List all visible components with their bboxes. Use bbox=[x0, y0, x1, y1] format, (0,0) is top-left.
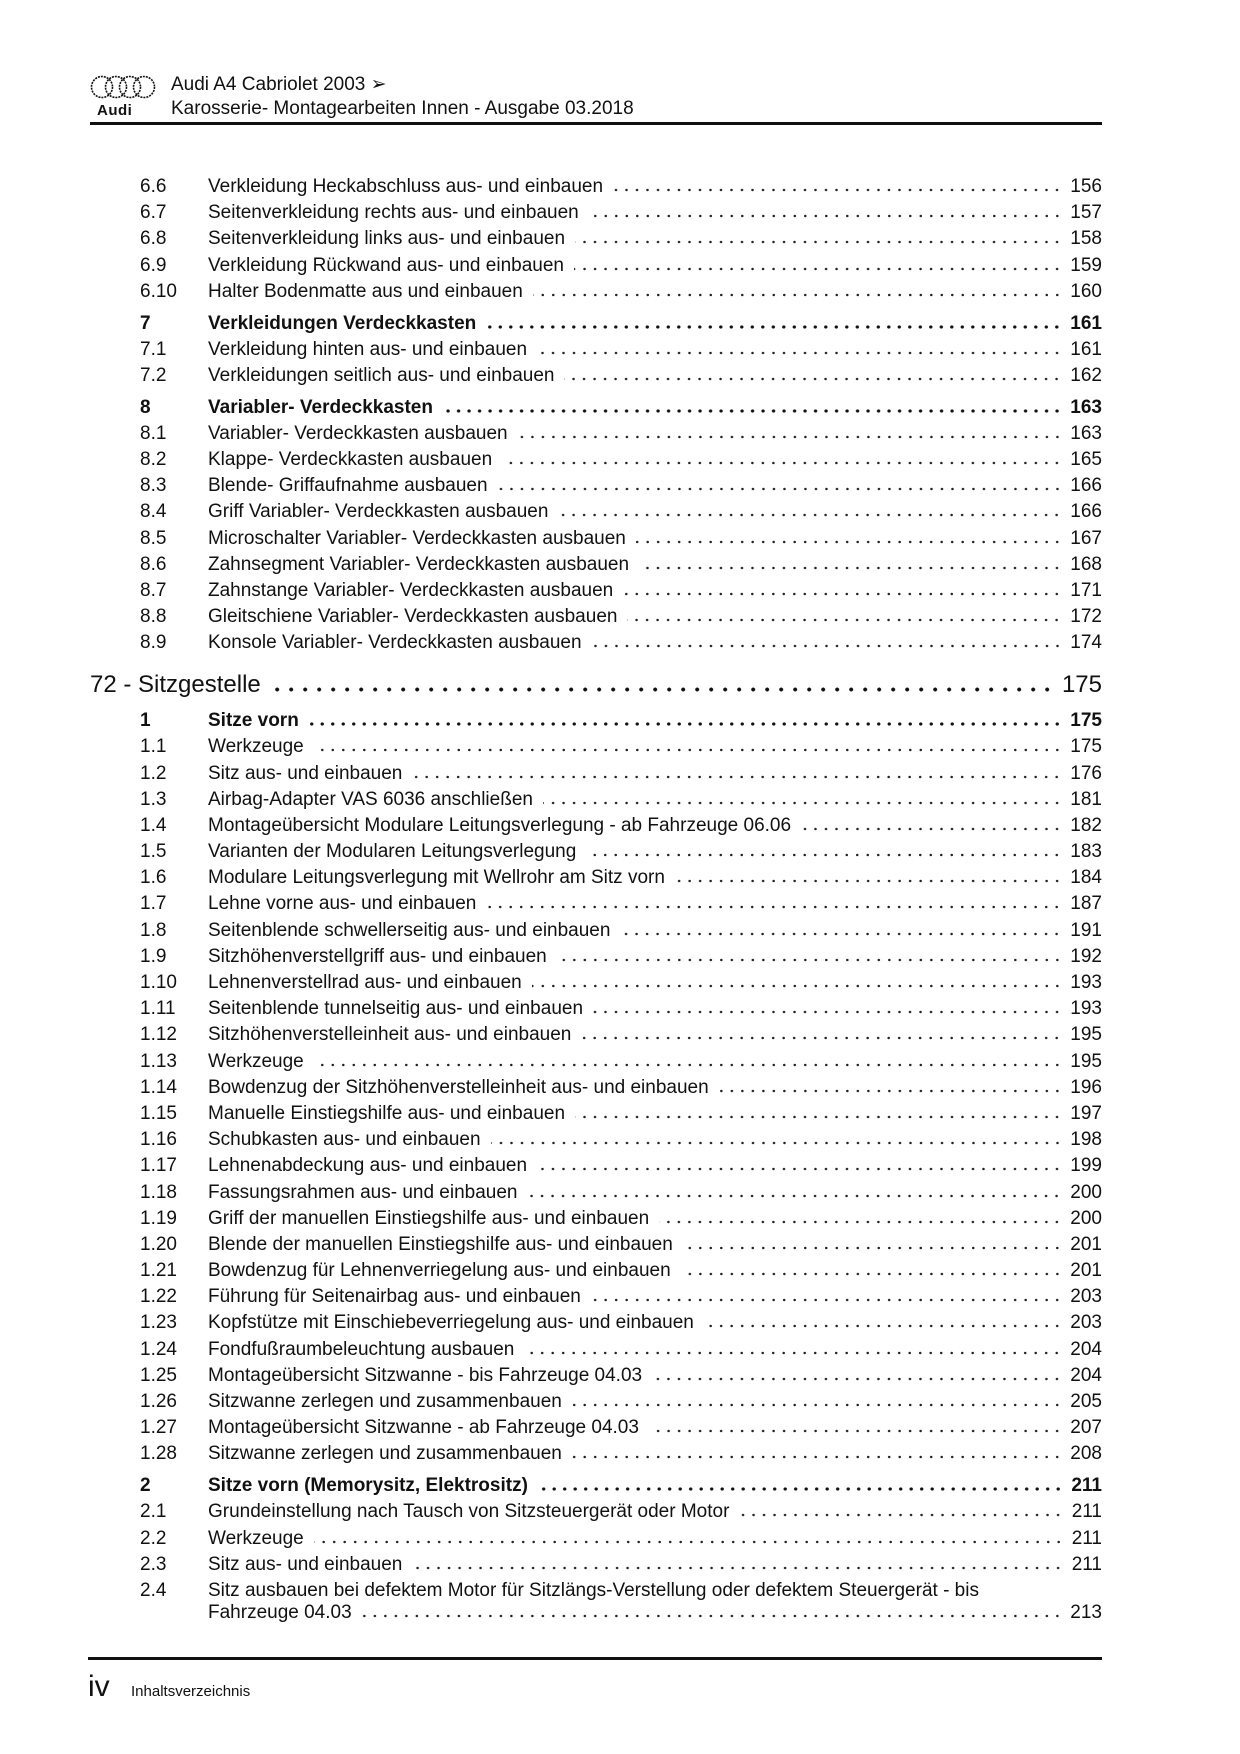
dot-leader bbox=[537, 351, 1062, 355]
dot-leader bbox=[543, 801, 1062, 805]
dot-leader bbox=[627, 618, 1062, 622]
toc-entry-number: 1.27 bbox=[140, 1417, 177, 1439]
dot-leader bbox=[412, 1566, 1063, 1570]
toc-entry-number: 1.21 bbox=[140, 1260, 177, 1282]
toc-entry-number: 1.5 bbox=[140, 841, 167, 863]
toc-entry-number: 2.2 bbox=[140, 1527, 167, 1549]
toc-entry-number: 2 bbox=[140, 1475, 151, 1497]
dot-leader bbox=[527, 1194, 1062, 1198]
toc-entry-page: 193 bbox=[1070, 998, 1102, 1020]
toc-entry-number: 1.4 bbox=[140, 814, 167, 836]
toc-entry-title: Variabler- Verdeckkasten bbox=[208, 396, 433, 418]
toc-entry-number: 1.11 bbox=[140, 998, 176, 1020]
toc-entry-page: 162 bbox=[1070, 364, 1102, 386]
dot-leader bbox=[518, 435, 1063, 439]
toc-entry-title: Werkzeuge bbox=[208, 1050, 304, 1072]
toc-chapter[interactable] bbox=[90, 710, 1102, 736]
toc-entry[interactable] bbox=[90, 867, 1102, 893]
dot-leader bbox=[593, 1010, 1062, 1014]
dot-leader bbox=[659, 1220, 1062, 1224]
toc-entry-page: 163 bbox=[1070, 396, 1102, 418]
toc-entry-title: Halter Bodenmatte aus und einbauen bbox=[208, 280, 523, 302]
toc-entry-title: Lehnenverstellrad aus- und einbauen bbox=[208, 972, 522, 994]
footer-divider bbox=[88, 1657, 1102, 1660]
toc-entry-title: Sitzwanne zerlegen und zusammenbauen bbox=[208, 1391, 562, 1413]
toc-entry-number: 6.8 bbox=[140, 228, 167, 250]
toc-entry[interactable] bbox=[90, 1339, 1102, 1365]
toc-entry-number: 8.8 bbox=[140, 606, 167, 628]
toc-section-heading[interactable] bbox=[90, 671, 1102, 705]
document-subtitle: Karosserie- Montagearbeiten Innen - Ausgabe 03.2018 bbox=[171, 98, 634, 119]
dot-leader bbox=[564, 377, 1062, 381]
toc-entry[interactable] bbox=[90, 365, 1102, 391]
dot-leader bbox=[574, 267, 1062, 271]
toc-entry-number: 6.6 bbox=[140, 176, 167, 197]
toc-entry-number: 8.1 bbox=[140, 422, 167, 444]
toc-entry[interactable] bbox=[90, 528, 1102, 554]
toc-entry[interactable] bbox=[90, 920, 1102, 946]
toc-entry-title: Montageübersicht Sitzwanne - bis Fahrzeuge 04.03 bbox=[208, 1364, 643, 1386]
toc-entry-title: Werkzeuge bbox=[208, 1527, 304, 1549]
toc-entry[interactable] bbox=[90, 449, 1102, 475]
toc-entry-page: 211 bbox=[1071, 1475, 1102, 1497]
toc-entry-page: 157 bbox=[1070, 202, 1102, 224]
toc-entry-page: 200 bbox=[1070, 1181, 1102, 1203]
toc-entry[interactable] bbox=[90, 554, 1102, 580]
audi-brand-wordmark: Audi bbox=[97, 102, 133, 119]
dot-leader bbox=[592, 644, 1063, 648]
toc-entry-number: 6.9 bbox=[140, 254, 167, 276]
toc-entry-page: 213 bbox=[1070, 1601, 1102, 1623]
toc-entry-page: 211 bbox=[1071, 1527, 1102, 1549]
footer-section-title: Inhaltsverzeichnis bbox=[131, 1683, 251, 1700]
toc-entry-page: 158 bbox=[1070, 228, 1102, 250]
toc-entry[interactable] bbox=[90, 1501, 1102, 1527]
toc-entry-title: Sitz aus- und einbauen bbox=[208, 1553, 403, 1575]
toc-entry-number: 1.1 bbox=[140, 736, 167, 758]
toc-entry-title: Bowdenzug für Lehnenverriegelung aus- und einbauen bbox=[208, 1260, 671, 1282]
dot-leader bbox=[271, 687, 1054, 692]
dot-leader bbox=[704, 1324, 1062, 1328]
toc-entry[interactable] bbox=[90, 632, 1102, 658]
toc-entry-title-continued: Fahrzeuge 04.03 bbox=[208, 1601, 352, 1623]
toc-entry-title: Seitenblende schwellerseitig aus- und einbauen bbox=[208, 919, 611, 941]
dot-leader bbox=[681, 1272, 1063, 1276]
toc-entry[interactable] bbox=[90, 1103, 1102, 1129]
toc-entry[interactable] bbox=[90, 1365, 1102, 1391]
toc-entry-page: 161 bbox=[1070, 312, 1102, 334]
dot-leader bbox=[683, 1246, 1063, 1250]
toc-entry-title: Lehne vorne aus- und einbauen bbox=[208, 893, 477, 915]
toc-entry[interactable] bbox=[90, 176, 1102, 202]
dot-leader bbox=[524, 1351, 1062, 1355]
toc-entry-title: Konsole Variabler- Verdeckkasten ausbauen bbox=[208, 632, 582, 654]
toc-entry[interactable] bbox=[90, 946, 1102, 972]
dot-leader bbox=[586, 853, 1062, 857]
dot-leader bbox=[572, 1403, 1062, 1407]
toc-entry[interactable] bbox=[90, 606, 1102, 632]
toc-entry-title: Verkleidung hinten aus- und einbauen bbox=[208, 338, 528, 360]
toc-entry-page: 184 bbox=[1070, 867, 1102, 889]
toc-entry[interactable] bbox=[90, 998, 1102, 1024]
audi-rings-logo bbox=[90, 74, 156, 100]
toc-entry-title: Klappe- Verdeckkasten ausbauen bbox=[208, 449, 493, 471]
dot-leader bbox=[613, 188, 1062, 192]
toc-entry-title: Grundeinstellung nach Tausch von Sitzsteuergerät oder Motor bbox=[208, 1501, 730, 1523]
dot-leader bbox=[443, 409, 1062, 413]
toc-entry[interactable] bbox=[90, 1077, 1102, 1103]
dot-leader bbox=[639, 566, 1062, 570]
toc-entry-number: 1.14 bbox=[140, 1076, 177, 1098]
toc-entry[interactable] bbox=[90, 1580, 1102, 1602]
toc-entry[interactable] bbox=[90, 815, 1102, 841]
toc-entry-page: 163 bbox=[1070, 422, 1102, 444]
dot-leader bbox=[623, 592, 1062, 596]
page-number: iv bbox=[88, 1670, 110, 1703]
toc-chapter[interactable] bbox=[90, 313, 1102, 339]
toc-entry-title: Variabler- Verdeckkasten ausbauen bbox=[208, 422, 508, 444]
toc-entry-page: 201 bbox=[1070, 1233, 1102, 1255]
toc-entry-number: 2.3 bbox=[140, 1553, 167, 1575]
toc-entry-page: 198 bbox=[1070, 1129, 1102, 1151]
toc-entry-page: 208 bbox=[1070, 1443, 1102, 1465]
toc-entry-title: Sitz aus- und einbauen bbox=[208, 762, 403, 784]
toc-entry[interactable] bbox=[90, 1260, 1102, 1286]
dot-leader bbox=[498, 487, 1063, 491]
toc-entry-title: Sitz ausbauen bei defektem Motor für Sitzlängs-Verstellung oder defektem Steuergerät - bis bbox=[208, 1579, 979, 1601]
toc-entry[interactable] bbox=[90, 972, 1102, 998]
dot-leader bbox=[314, 1063, 1063, 1067]
dot-leader bbox=[537, 1167, 1062, 1171]
toc-entry-title: Verkleidung Heckabschluss aus- und einbauen bbox=[208, 176, 604, 197]
toc-entry[interactable] bbox=[90, 1208, 1102, 1234]
dot-leader bbox=[739, 1513, 1063, 1517]
toc-entry[interactable] bbox=[90, 841, 1102, 867]
toc-entry-title: Sitzhöhenverstelleinheit aus- und einbauen bbox=[208, 1024, 572, 1046]
toc-entry-page: 183 bbox=[1070, 841, 1102, 863]
toc-entry[interactable] bbox=[90, 255, 1102, 281]
dot-leader bbox=[620, 932, 1062, 936]
dot-leader bbox=[532, 984, 1063, 988]
toc-entry-number: 8.7 bbox=[140, 580, 167, 601]
toc-entry-page: 161 bbox=[1070, 338, 1102, 360]
toc-entry-title: Seitenverkleidung rechts aus- und einbauen bbox=[208, 202, 579, 224]
toc-entry-title: Varianten der Modularen Leitungsverlegung bbox=[208, 841, 577, 863]
toc-entry-title: Zahnstange Variabler- Verdeckkasten ausbauen bbox=[208, 580, 614, 601]
toc-entry-page: 199 bbox=[1070, 1155, 1102, 1177]
dot-leader bbox=[649, 1429, 1062, 1433]
toc-entry-number: 1.16 bbox=[140, 1129, 177, 1151]
toc-entry-page: 167 bbox=[1070, 527, 1102, 549]
toc-entry-page: 165 bbox=[1070, 449, 1102, 471]
toc-entry-page: 196 bbox=[1070, 1076, 1102, 1098]
toc-entry-page: 191 bbox=[1070, 919, 1102, 941]
toc-entry-number: 1.6 bbox=[140, 867, 167, 889]
toc-entry-title: Gleitschiene Variabler- Verdeckkasten ausbauen bbox=[208, 606, 618, 628]
toc-entry-number: 1.13 bbox=[140, 1050, 177, 1072]
toc-entry-number: 1.3 bbox=[140, 788, 167, 810]
toc-entry-title: Führung für Seitenairbag aus- und einbauen bbox=[208, 1286, 581, 1308]
toc-entry-page: 182 bbox=[1070, 814, 1102, 836]
toc-entry[interactable] bbox=[90, 1024, 1102, 1050]
toc-entry[interactable] bbox=[90, 763, 1102, 789]
toc-entry-page: 181 bbox=[1070, 788, 1102, 810]
toc-entry-title: Seitenverkleidung links aus- und einbauen bbox=[208, 228, 566, 250]
toc-entry-page: 175 bbox=[1061, 670, 1102, 698]
toc-entry-page: 200 bbox=[1070, 1207, 1102, 1229]
toc-entry[interactable] bbox=[90, 789, 1102, 815]
toc-entry-page: 159 bbox=[1070, 254, 1102, 276]
dot-leader bbox=[652, 1377, 1062, 1381]
toc-entry[interactable] bbox=[90, 1129, 1102, 1155]
dot-leader bbox=[572, 1455, 1062, 1459]
toc-entry-title: Griff der manuellen Einstiegshilfe aus- und einbauen bbox=[208, 1207, 650, 1229]
toc-entry-title: Verkleidungen seitlich aus- und einbauen bbox=[208, 364, 555, 386]
dot-leader bbox=[486, 905, 1062, 909]
dot-leader bbox=[575, 1115, 1062, 1119]
toc-entry-page: 211 bbox=[1071, 1501, 1102, 1523]
dot-leader bbox=[314, 748, 1063, 752]
toc-entry-number: 8.6 bbox=[140, 553, 167, 575]
toc-entry-title: Fondfußraumbeleuchtung ausbauen bbox=[208, 1338, 515, 1360]
toc-entry-number: 1 bbox=[140, 710, 151, 732]
toc-entry-number: 6.7 bbox=[140, 202, 167, 224]
toc-entry-title: Werkzeuge bbox=[208, 736, 304, 758]
toc-entry-number: 1.17 bbox=[140, 1155, 177, 1177]
toc-entry-title: Blende der manuellen Einstiegshilfe aus- und einbauen bbox=[208, 1233, 673, 1255]
dot-leader bbox=[558, 513, 1062, 517]
toc-entry-page: 171 bbox=[1070, 580, 1102, 601]
toc-entry[interactable] bbox=[90, 1391, 1102, 1417]
dot-leader bbox=[362, 1614, 1063, 1618]
dot-leader bbox=[314, 1540, 1064, 1544]
toc-entry-title: Fassungsrahmen aus- und einbauen bbox=[208, 1181, 518, 1203]
dot-leader bbox=[675, 879, 1062, 883]
toc-entry-title: Microschalter Variabler- Verdeckkasten ausbauen bbox=[208, 527, 626, 549]
toc-entry-title: Griff Variabler- Verdeckkasten ausbauen bbox=[208, 501, 549, 523]
toc-entry-number: 1.20 bbox=[140, 1233, 177, 1255]
toc-entry-page: 205 bbox=[1070, 1391, 1102, 1413]
toc-entry[interactable] bbox=[90, 423, 1102, 449]
toc-entry[interactable] bbox=[90, 1155, 1102, 1181]
dot-leader bbox=[591, 1298, 1062, 1302]
toc-entry-page: 166 bbox=[1070, 475, 1102, 497]
toc-entry-page: 193 bbox=[1070, 972, 1102, 994]
toc-entry-number: 1.10 bbox=[140, 972, 177, 994]
toc-entry-page: 166 bbox=[1070, 501, 1102, 523]
toc-entry-number: 6.10 bbox=[140, 280, 177, 302]
dot-leader bbox=[538, 1487, 1063, 1491]
toc-entry-number: 7 bbox=[140, 312, 151, 334]
toc-entry[interactable] bbox=[90, 893, 1102, 919]
dot-leader bbox=[581, 1036, 1062, 1040]
toc-entry-title: Lehnenabdeckung aus- und einbauen bbox=[208, 1155, 528, 1177]
toc-entry-number: 8.5 bbox=[140, 527, 167, 549]
toc-entry-title: Verkleidungen Verdeckkasten bbox=[208, 312, 477, 334]
document-title: Audi A4 Cabriolet 2003 ➢ bbox=[171, 74, 387, 95]
toc-entry-title: 72 - Sitzgestelle bbox=[90, 670, 261, 698]
toc-entry-page: 201 bbox=[1070, 1260, 1102, 1282]
toc-entry-page: 192 bbox=[1070, 945, 1102, 967]
toc-entry-title: Blende- Griffaufnahme ausbauen bbox=[208, 475, 488, 497]
toc-entry[interactable] bbox=[90, 501, 1102, 527]
toc-entry-page: 175 bbox=[1070, 736, 1102, 758]
toc-entry[interactable] bbox=[90, 1312, 1102, 1338]
toc-entry[interactable] bbox=[90, 475, 1102, 501]
dot-leader bbox=[309, 722, 1062, 726]
toc-entry[interactable] bbox=[90, 228, 1102, 254]
toc-entry-number: 1.12 bbox=[140, 1024, 177, 1046]
toc-entry[interactable] bbox=[90, 736, 1102, 762]
dot-leader bbox=[491, 1141, 1063, 1145]
toc-entry-title: Sitze vorn (Memorysitz, Elektrositz) bbox=[208, 1475, 528, 1497]
toc-entry-page: 176 bbox=[1070, 762, 1102, 784]
header-divider bbox=[90, 122, 1102, 125]
toc-entry-title: Montageübersicht Modulare Leitungsverlegung - ab Fahrzeuge 06.06 bbox=[208, 814, 792, 836]
toc-entry-number: 1.24 bbox=[140, 1338, 177, 1360]
toc-entry-page: 187 bbox=[1070, 893, 1102, 915]
toc-entry-number: 2.4 bbox=[140, 1579, 167, 1601]
toc-entry[interactable] bbox=[90, 1051, 1102, 1077]
toc-entry-number: 1.26 bbox=[140, 1391, 177, 1413]
toc-entry-title: Airbag-Adapter VAS 6036 anschließen bbox=[208, 788, 533, 810]
toc-entry-page: 203 bbox=[1070, 1286, 1102, 1308]
toc-entry-number: 8.4 bbox=[140, 501, 167, 523]
toc-entry[interactable] bbox=[90, 202, 1102, 228]
dot-leader bbox=[412, 775, 1062, 779]
toc-entry-number: 1.9 bbox=[140, 945, 167, 967]
dot-leader bbox=[486, 325, 1062, 329]
toc-entry-page: 156 bbox=[1070, 176, 1102, 197]
toc-entry-page: 204 bbox=[1070, 1364, 1102, 1386]
toc-entry-number: 1.18 bbox=[140, 1181, 177, 1203]
toc-entry-title: Sitzwanne zerlegen und zusammenbauen bbox=[208, 1443, 562, 1465]
toc-entry-number: 1.19 bbox=[140, 1207, 177, 1229]
toc-entry-page: 197 bbox=[1070, 1102, 1102, 1124]
toc-entry-page: 174 bbox=[1070, 632, 1102, 654]
toc-entry-title: Manuelle Einstiegshilfe aus- und einbauen bbox=[208, 1102, 566, 1124]
toc-entry-number: 1.25 bbox=[140, 1364, 177, 1386]
toc-entry[interactable] bbox=[90, 580, 1102, 606]
toc-entry-continuation[interactable] bbox=[90, 1602, 1102, 1628]
dot-leader bbox=[502, 461, 1062, 465]
toc-entry-number: 1.7 bbox=[140, 893, 167, 915]
dot-leader bbox=[719, 1089, 1063, 1093]
table-of-contents bbox=[90, 176, 1102, 1628]
toc-entry-title: Verkleidung Rückwand aus- und einbauen bbox=[208, 254, 564, 276]
toc-chapter[interactable] bbox=[90, 397, 1102, 423]
toc-entry[interactable] bbox=[90, 339, 1102, 365]
toc-entry-number: 1.2 bbox=[140, 762, 167, 784]
toc-entry-page: 195 bbox=[1070, 1050, 1102, 1072]
toc-entry-number: 2.1 bbox=[140, 1501, 167, 1523]
toc-entry-title: Kopfstütze mit Einschiebeverriegelung aus- und einbauen bbox=[208, 1312, 694, 1334]
toc-entry-page: 203 bbox=[1070, 1312, 1102, 1334]
toc-entry-title: Zahnsegment Variabler- Verdeckkasten ausbauen bbox=[208, 553, 630, 575]
toc-entry-number: 1.15 bbox=[140, 1102, 177, 1124]
toc-entry-number: 1.22 bbox=[140, 1286, 177, 1308]
toc-entry-number: 7.2 bbox=[140, 364, 167, 386]
toc-entry-page: 160 bbox=[1070, 280, 1102, 302]
toc-entry[interactable] bbox=[90, 1443, 1102, 1469]
toc-entry-title: Schubkasten aus- und einbauen bbox=[208, 1129, 481, 1151]
toc-entry-title: Sitzhöhenverstellgriff aus- und einbauen bbox=[208, 945, 547, 967]
toc-entry-title: Modulare Leitungsverlegung mit Wellrohr am Sitz vorn bbox=[208, 867, 665, 889]
toc-entry-number: 8 bbox=[140, 396, 151, 418]
toc-entry-page: 211 bbox=[1071, 1553, 1102, 1575]
toc-entry-title: Seitenblende tunnelseitig aus- und einbauen bbox=[208, 998, 584, 1020]
dot-leader bbox=[636, 540, 1062, 544]
toc-entry-number: 7.1 bbox=[140, 338, 167, 360]
toc-entry[interactable] bbox=[90, 1182, 1102, 1208]
toc-entry-page: 195 bbox=[1070, 1024, 1102, 1046]
toc-entry-title: Montageübersicht Sitzwanne - ab Fahrzeuge 04.03 bbox=[208, 1417, 639, 1439]
dot-leader bbox=[557, 958, 1063, 962]
dot-leader bbox=[801, 827, 1062, 831]
dot-leader bbox=[589, 214, 1063, 218]
toc-entry-number: 1.23 bbox=[140, 1312, 177, 1334]
toc-entry-page: 175 bbox=[1070, 710, 1102, 732]
toc-entry[interactable] bbox=[90, 281, 1102, 307]
dot-leader bbox=[533, 293, 1063, 297]
toc-entry-page: 204 bbox=[1070, 1338, 1102, 1360]
toc-entry[interactable] bbox=[90, 1234, 1102, 1260]
dot-leader bbox=[575, 240, 1062, 244]
toc-entry-page: 207 bbox=[1070, 1417, 1102, 1439]
toc-entry[interactable] bbox=[90, 1528, 1102, 1554]
toc-chapter[interactable] bbox=[90, 1475, 1102, 1501]
toc-entry[interactable] bbox=[90, 1554, 1102, 1580]
toc-entry-page: 168 bbox=[1070, 553, 1102, 575]
toc-entry-title: Sitze vorn bbox=[208, 710, 299, 732]
toc-entry-number: 8.9 bbox=[140, 632, 167, 654]
toc-entry-title: Bowdenzug der Sitzhöhenverstelleinheit aus- und einbauen bbox=[208, 1076, 709, 1098]
toc-entry-number: 1.8 bbox=[140, 919, 167, 941]
toc-entry[interactable] bbox=[90, 1286, 1102, 1312]
toc-entry-number: 8.3 bbox=[140, 475, 167, 497]
toc-entry-page: 172 bbox=[1070, 606, 1102, 628]
toc-entry-number: 1.28 bbox=[140, 1443, 177, 1465]
toc-entry-number: 8.2 bbox=[140, 449, 167, 471]
toc-entry[interactable] bbox=[90, 1417, 1102, 1443]
